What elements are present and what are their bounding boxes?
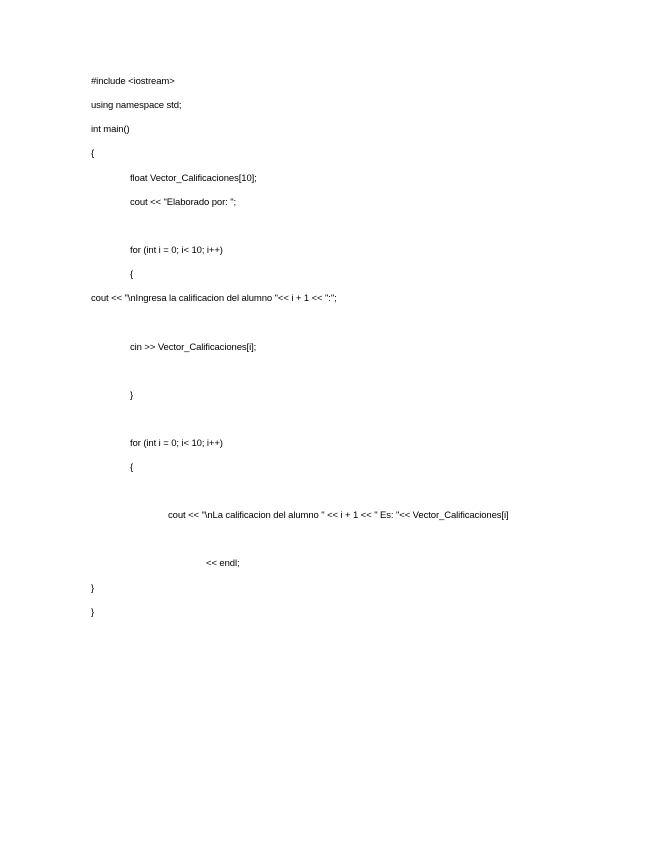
code-line-include: #include <iostream> bbox=[91, 76, 175, 87]
code-line-for-loop-2: for (int i = 0; i< 10; i++) bbox=[130, 438, 223, 449]
code-line-ingresa: cout << "\nIngresa la calificacion del alumno "<< i + 1 << ":"; bbox=[91, 293, 337, 304]
code-line-for-loop-1: for (int i = 0; i< 10; i++) bbox=[130, 245, 223, 256]
code-line-elaborado: cout << "Elaborado por: "; bbox=[130, 197, 237, 208]
code-line-main: int main() bbox=[91, 124, 130, 135]
code-line-cin: cin >> Vector_Calificaciones[i]; bbox=[130, 342, 257, 353]
code-line-array-declaration: float Vector_Calificaciones[10]; bbox=[130, 173, 257, 184]
code-line-namespace: using namespace std; bbox=[91, 100, 182, 111]
code-line-open-brace: { bbox=[91, 148, 95, 159]
code-line-for-open-brace-1: { bbox=[130, 269, 134, 280]
code-line-close-brace-2: } bbox=[91, 607, 95, 618]
code-line-close-brace-1: } bbox=[91, 583, 95, 594]
code-line-for-close-brace-1: } bbox=[130, 390, 134, 401]
code-line-calificacion-output: cout << "\nLa calificacion del alumno " << i + 1 << " Es: "<< Vector_Calificaciones[i] bbox=[168, 510, 509, 521]
code-line-for-open-brace-2: { bbox=[130, 462, 134, 473]
code-line-endl: << endl; bbox=[206, 558, 240, 569]
